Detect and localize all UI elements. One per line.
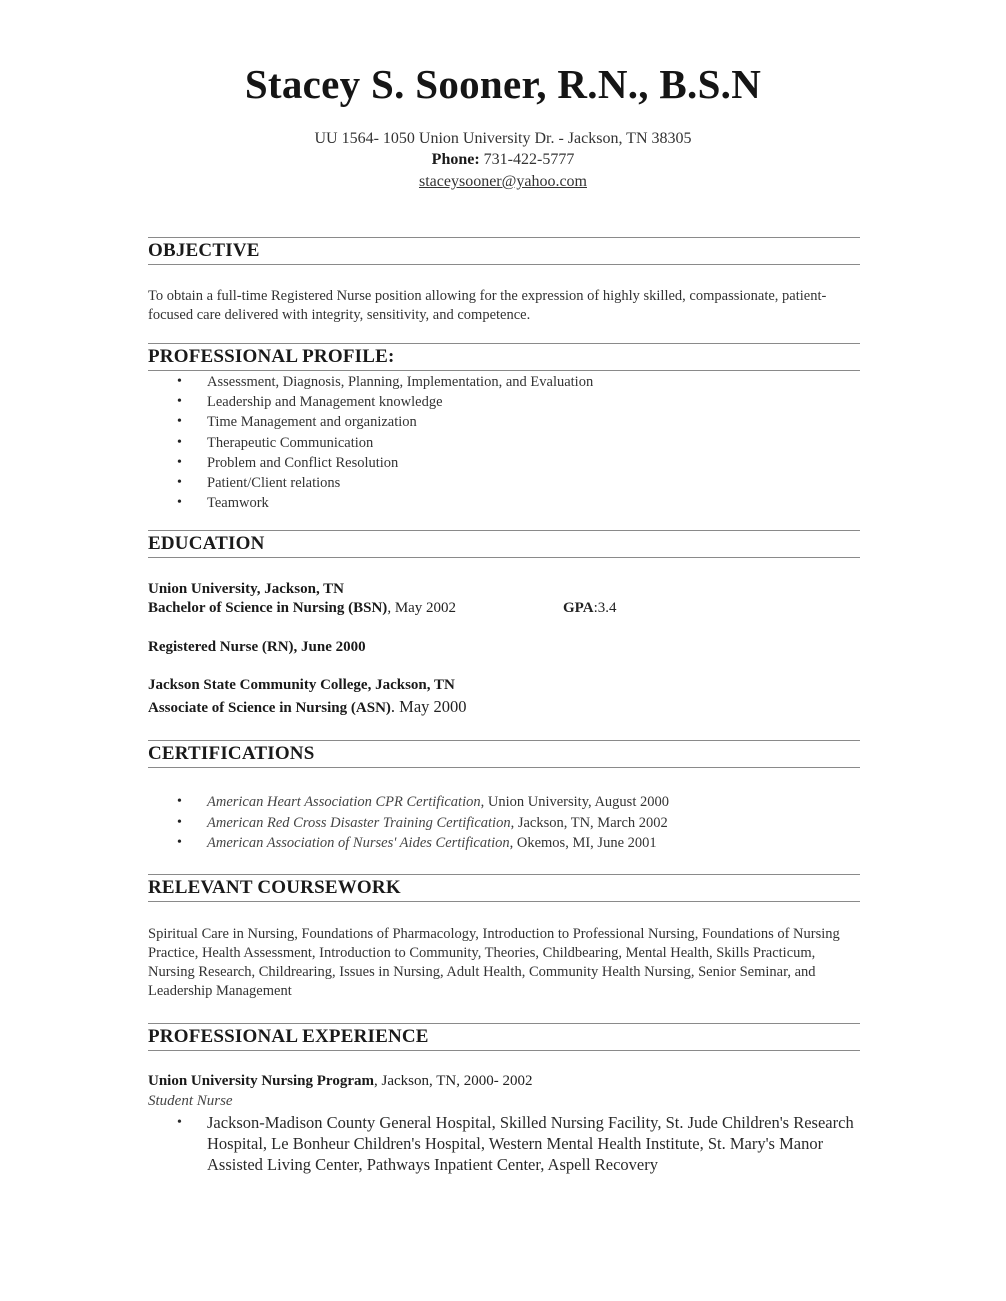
certifications-heading-text: CERTIFICATIONS	[148, 743, 315, 764]
list-item	[148, 833, 868, 854]
list-item	[148, 792, 868, 813]
cert-detail: , Okemos, MI, June 2001	[509, 835, 657, 851]
gpa-value: :3.4	[593, 600, 617, 616]
rn-text: Registered Nurse (RN), June 2000	[148, 639, 366, 655]
experience-list	[148, 1112, 868, 1175]
degree-1-date: , May 2002	[387, 600, 457, 616]
phone-line	[0, 151, 1006, 169]
coursework-text: Spiritual Care in Nursing, Foundations of Pharmacology, Introduction to Professional Nursing, Foundations of Nursing Practice, Health Assessment, Introduction to Community, Theories, Childbearing, Mental Health, Skills Practicum, Nursing Research, Childrearing, Issues in Nursing, Adult Health, Community Health Nursing, Senior Seminar, and Leadership Management	[148, 926, 840, 999]
profile-heading	[148, 343, 860, 371]
cert-name: American Association of Nurses' Aides Certification	[207, 835, 510, 851]
list-item: • Therapeutic Communication	[148, 433, 868, 453]
list-item: • Patient/Client relations	[148, 473, 868, 493]
cert-detail: , Union University, August 2000	[480, 794, 669, 810]
gpa	[563, 600, 616, 617]
education-heading-text: EDUCATION	[148, 533, 265, 554]
profile-heading-text: PROFESSIONAL PROFILE:	[148, 346, 395, 367]
email-line	[0, 173, 1006, 191]
profile-list	[148, 372, 868, 513]
certifications-list	[148, 792, 868, 854]
objective-heading-text: OBJECTIVE	[148, 240, 260, 261]
school-1-name: Union University, Jackson, TN	[148, 581, 345, 597]
experience-heading	[148, 1023, 860, 1051]
certifications-heading	[148, 740, 860, 768]
list-item: • Leadership and Management knowledge	[148, 392, 868, 412]
degree-2-date: . May 2000	[390, 697, 467, 716]
objective-heading	[148, 237, 860, 265]
list-item: • Teamwork	[148, 493, 868, 513]
registered-nurse	[148, 639, 366, 656]
cert-name: American Heart Association CPR Certification	[207, 794, 481, 810]
experience-role: Student Nurse	[148, 1093, 233, 1109]
degree-2-name: Associate of Science in Nursing (ASN)	[148, 700, 391, 716]
email-link[interactable]: staceysooner@yahoo.com	[418, 173, 587, 190]
coursework-heading	[148, 874, 860, 902]
experience-org-detail: , Jackson, TN, 2000- 2002	[373, 1073, 533, 1089]
list-item	[148, 813, 868, 834]
list-item: • Jackson-Madison County General Hospital, Skilled Nursing Facility, St. Jude Children's Research Hospital, Le Bonheur Children's Hospital, Western Mental Health Institute, St. Mary's Manor Assisted Living Center, Pathways Inpatient Center, Aspell Recovery	[148, 1112, 868, 1175]
phone-label: Phone:	[431, 151, 480, 168]
experience-org-name: Union University Nursing Program	[148, 1073, 374, 1089]
school-2-name: Jackson State Community College, Jackson, TN	[148, 677, 455, 693]
experience-org	[148, 1073, 532, 1090]
objective-text: To obtain a full-time Registered Nurse position allowing for the expression of highly skilled, compassionate, patient-focused care delivered with integrity, sensitivity, and competence.	[148, 288, 827, 323]
address-line: UU 1564- 1050 Union University Dr. - Jackson, TN 38305	[314, 130, 692, 147]
candidate-name: Stacey S. Sooner, R.N., B.S.N	[244, 61, 762, 107]
phone-number: 731-422-5777	[483, 151, 575, 168]
cert-name: American Red Cross Disaster Training Certification	[207, 814, 511, 831]
school-2	[148, 677, 455, 694]
coursework-heading-text: RELEVANT COURSEWORK	[148, 877, 401, 898]
degree-1-name: Bachelor of Science in Nursing (BSN)	[148, 600, 388, 616]
degree-1	[148, 600, 456, 617]
school-1	[148, 581, 344, 598]
degree-2	[148, 697, 467, 717]
cert-detail: , Jackson, TN, March 2002	[510, 814, 668, 831]
gpa-label: GPA	[563, 600, 594, 616]
list-item: • Assessment, Diagnosis, Planning, Implementation, and Evaluation	[148, 372, 868, 392]
education-heading	[148, 530, 860, 558]
experience-heading-text: PROFESSIONAL EXPERIENCE	[148, 1026, 429, 1047]
list-item: • Problem and Conflict Resolution	[148, 453, 868, 473]
list-item: • Time Management and organization	[148, 412, 868, 432]
